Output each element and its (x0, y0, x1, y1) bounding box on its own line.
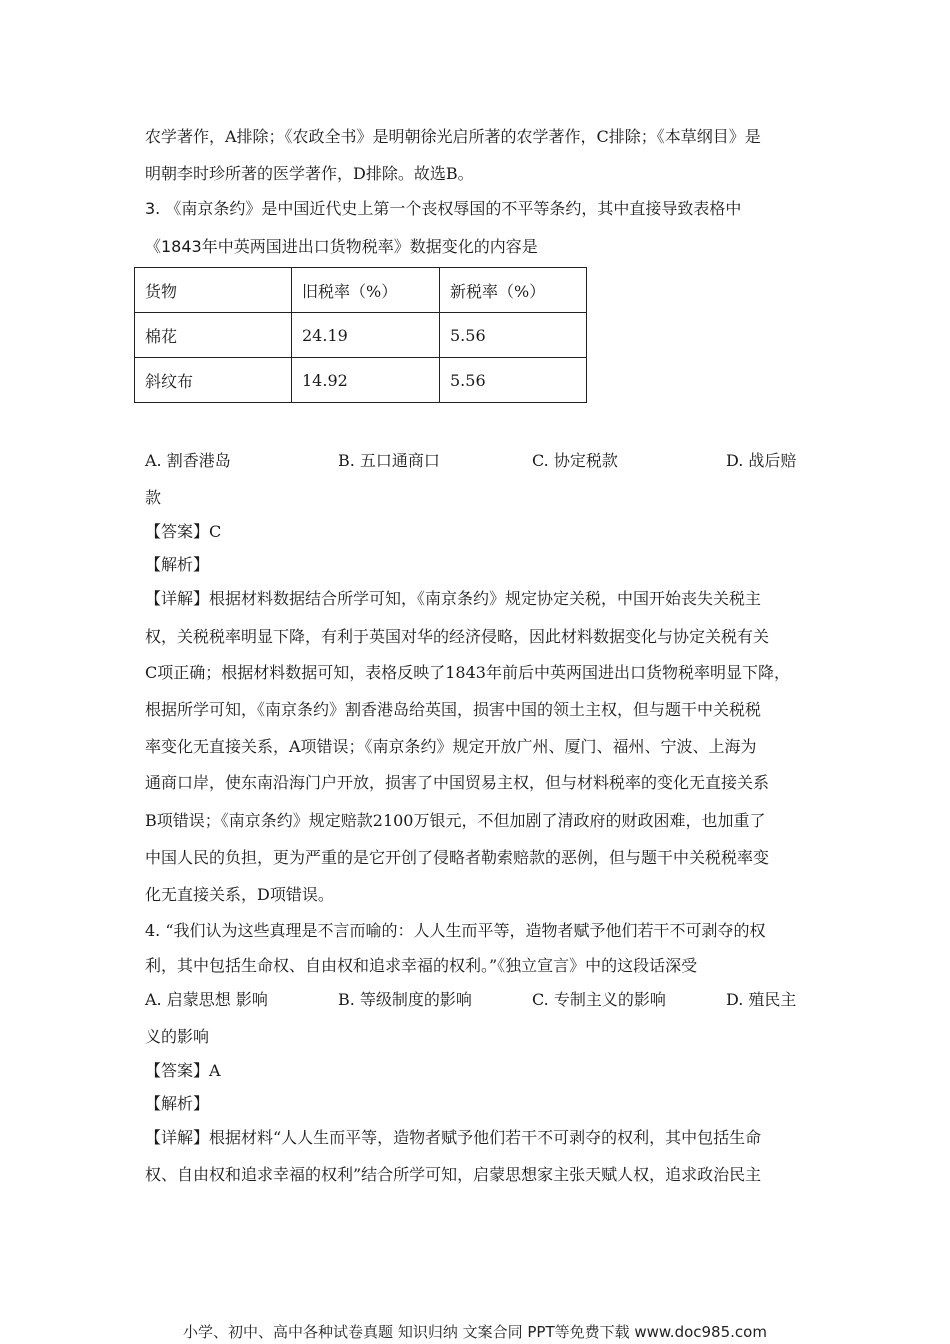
q3-detail-line: 中国人民的负担，更为严重的是它开创了侵略者勒索赔款的恶例，但与题干中关税税率变 (145, 848, 770, 867)
q3-detail-line: 根据所学可知，《南京条约》割香港岛给英国，损害中国的领土主权，但与题干中关税税 (145, 700, 762, 719)
q4-option-d: D. 殖民主 (726, 990, 797, 1009)
q4-detail-line: 权、自由权和追求幸福的权利”结合所学可知，启蒙思想家主张天赋人权，追求政治民主 (145, 1165, 762, 1184)
q3-detail-line: 化无直接关系，D项错误。 (145, 885, 334, 904)
q3-detail-line: 【详解】根据材料数据结合所学可知，《南京条约》规定协定关税，中国开始丧失关税主 (145, 589, 762, 608)
table-cell: 斜纹布 (135, 358, 292, 403)
q3-detail-line: B项错误；《南京条约》规定赔款2100万银元，不但加剧了清政府的财政困难，也加重了 (145, 811, 766, 830)
table-header-cell: 货物 (135, 268, 292, 313)
table-row (135, 358, 587, 403)
q3-option-a: A. 割香港岛 (145, 451, 231, 470)
q4-analysis-label: 【解析】 (145, 1094, 210, 1113)
table-cell: 24.19 (292, 313, 440, 358)
q3-option-d: D. 战后赔 (726, 451, 797, 470)
q3-detail-line: 权，关税税率明显下降，有利于英国对华的经济侵略，因此材料数据变化与协定关税有关 (145, 627, 770, 646)
table-row (135, 313, 587, 358)
footer-banner: 小学、初中、高中各种试卷真题 知识归纳 文案合同 PPT等免费下载 www.doc985.com (183, 1323, 767, 1341)
q3-option-d-wrap: 款 (145, 488, 162, 507)
table-header-cell: 新税率（%） (440, 268, 587, 313)
q3-detail-line: 通商口岸，使东南沿海门户开放，损害了中国贸易主权，但与材料税率的变化无直接关系 (145, 773, 770, 792)
q2-tail-line-2: 明朝李时珍所著的医学著作，D排除。故选B。 (145, 164, 474, 183)
q4-stem-line-2: 利，其中包括生命权、自由权和追求幸福的权利。”《独立宣言》中的这段话深受 (145, 956, 698, 975)
table-cell: 棉花 (135, 313, 292, 358)
q4-option-b: B. 等级制度的影响 (338, 990, 472, 1009)
q4-option-a: A. 启蒙思想 影响 (145, 990, 268, 1009)
q3-option-b: B. 五口通商口 (338, 451, 440, 470)
q3-answer: 【答案】C (145, 522, 222, 541)
q4-answer: 【答案】A (145, 1061, 221, 1080)
q4-stem-line-1: 4. “我们认为这些真理是不言而喻的：人人生而平等，造物者赋予他们若干不可剥夺的权 (145, 921, 766, 940)
q3-analysis-label: 【解析】 (145, 555, 210, 574)
q3-detail-line: C项正确；根据材料数据可知，表格反映了1843年前后中英两国进出口货物税率明显下降， (145, 663, 790, 682)
q4-option-d-wrap: 义的影响 (145, 1027, 210, 1046)
table-cell: 14.92 (292, 358, 440, 403)
table-header-cell: 旧税率（%） (292, 268, 440, 313)
tax-rate-table (134, 267, 587, 403)
q3-stem-line-1: 3. 《南京条约》是中国近代史上第一个丧权辱国的不平等条约，其中直接导致表格中 (145, 199, 742, 218)
q2-tail-line-1: 农学著作，A排除；《农政全书》是明朝徐光启所著的农学著作，C排除；《本草纲目》是 (145, 127, 761, 146)
q3-option-c: C. 协定税款 (532, 451, 618, 470)
table-cell: 5.56 (440, 358, 587, 403)
table-header-row (135, 268, 587, 313)
q4-detail-line: 【详解】根据材料“人人生而平等，造物者赋予他们若干不可剥夺的权利，其中包括生命 (145, 1128, 762, 1147)
q3-stem-line-2: 《1843年中英两国进出口货物税率》数据变化的内容是 (145, 237, 538, 256)
q3-detail-line: 率变化无直接关系，A项错误；《南京条约》规定开放广州、厦门、福州、宁波、上海为 (145, 737, 757, 756)
q4-option-c: C. 专制主义的影响 (532, 990, 666, 1009)
table-cell: 5.56 (440, 313, 587, 358)
